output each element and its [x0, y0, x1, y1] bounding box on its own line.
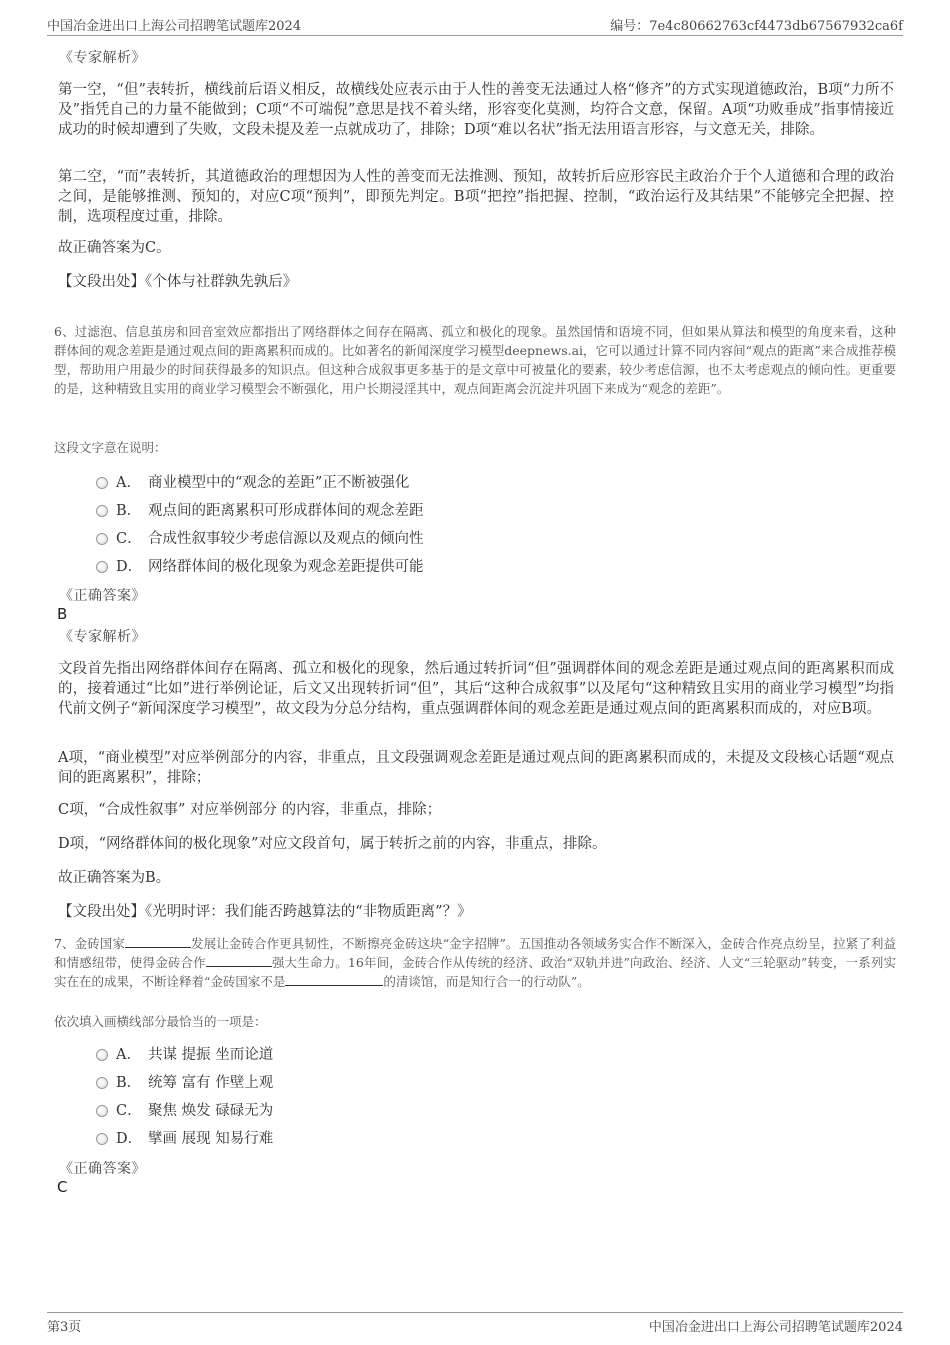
radio-icon[interactable] [96, 1049, 108, 1061]
correct-answer: C [57, 1178, 68, 1196]
question-6-prompt: 这段文字意在说明： [54, 440, 167, 455]
option-letter: C． [116, 1102, 142, 1119]
page-header [47, 13, 903, 36]
fill-blank-2 [206, 954, 272, 967]
option-letter: C． [116, 530, 142, 547]
option-b[interactable] [96, 498, 424, 520]
analysis-paragraph: D项，“网络群体间的极化现象”对应文段首句，属于转折之前的内容，非重点，排除。 [58, 836, 607, 852]
option-a[interactable] [96, 470, 409, 492]
option-c[interactable] [96, 1098, 273, 1120]
correct-answer-label: 《正确答案》 [59, 1161, 146, 1177]
option-b[interactable] [96, 1070, 273, 1092]
radio-icon[interactable] [96, 533, 108, 545]
source-citation: 【文段出处】《光明时评：我们能否跨越算法的“非物质距离”？》 [58, 904, 472, 920]
radio-icon[interactable] [96, 1133, 108, 1145]
analysis-paragraph: C项，“合成性叙事” 对应举例部分 的内容，非重点，排除； [58, 802, 442, 818]
page-number: 第3页 [47, 1320, 82, 1335]
question-6-text: 6、过滤泡、信息茧房和回音室效应都指出了网络群体之间存在隔离、孤立和极化的现象。虽然国情和语境不同，但如果从算法和模型的角度来看，这种群体间的观念差距是通过观点间的距离累积而成的。比如著名的新闻深度学习模型deepnews.ai，它可以通过计算不同内容间“观点的距离”来合成推荐模型，帮助用户用最少的时间获得最多的知识点。但这种合成叙事更多基于的是文章中可被量化的要素，较少考虑信源，也不太考虑观点的倾向性。更重要的是，这种精致且实用的商业学习模型会不断强化，用户长期浸淫其中，观点间距离会沉淀并巩固下来成为“观念的差距”。 [54, 324, 896, 396]
radio-icon[interactable] [96, 477, 108, 489]
header-title: 中国冶金进出口上海公司招聘笔试题库2024 [47, 19, 302, 34]
fill-blank-3 [285, 973, 383, 986]
option-letter: D． [116, 558, 143, 575]
option-text: 统筹 富有 作壁上观 [148, 1074, 274, 1091]
question-7-text-part: 强大生命力。16年间，金砖合作从传统的经济、政治“双轨并进”向政治、经济、人文“三轮驱动”转变，一系列实实在在的成果，不断诠释着“金砖国家不是 [54, 955, 896, 989]
option-letter: B． [116, 502, 142, 519]
analysis-paragraph: A项，“商业模型”对应举例部分的内容，非重点，且文段强调观念差距是通过观点间的距离累积而成的，未提及文段核心话题“观点间的距离累积”，排除； [58, 750, 894, 786]
option-text: 合成性叙事较少考虑信源以及观点的倾向性 [148, 530, 424, 547]
question-7-text-part: 7、金砖国家 [54, 936, 125, 951]
option-text: 观点间的距离累积可形成群体间的观念差距 [148, 502, 424, 519]
option-text: 擘画 展现 知易行难 [148, 1130, 274, 1147]
option-d[interactable] [96, 554, 424, 576]
page-footer [47, 1312, 903, 1335]
option-d[interactable] [96, 1126, 273, 1148]
option-letter: A． [116, 474, 141, 491]
question-7-text-part: 发展让金砖合作更具韧性，不断擦亮金砖这块“金字招牌”。五国推动各领域务实合作不断深入，金砖合作亮点纷呈，拉紧了利益和情感纽带，使得金砖合作 [54, 936, 896, 970]
option-text: 共谋 提振 坐而论道 [148, 1046, 274, 1063]
radio-icon[interactable] [96, 561, 108, 573]
radio-icon[interactable] [96, 1077, 108, 1089]
option-c[interactable] [96, 526, 424, 548]
analysis-paragraph: 第二空，“而”表转折，其道德政治的理想因为人性的善变而无法推测、预知，故转折后应形容民主政治介于个人道德和合理的政治之间，是能够推测、预知的，对应C项“预判”，即预先判定。B项“把控”指把握、控制，“政治运行及其结果”不能够完全把握、控制，选项程度过重，排除。 [58, 169, 894, 225]
analysis-conclusion: 故正确答案为B。 [58, 870, 171, 886]
header-doc-id: 编号：7e4c80662763cf4473db67567932ca6f [610, 19, 903, 34]
source-citation: 【文段出处】《个体与社群孰先孰后》 [58, 274, 298, 290]
option-a[interactable] [96, 1042, 273, 1064]
fill-blank-1 [125, 935, 191, 948]
analysis-paragraph: 文段首先指出网络群体间存在隔离、孤立和极化的现象，然后通过转折词“但”强调群体间的观念差距是通过观点间的距离累积而成的，接着通过“比如”进行举例论证，后文又出现转折词“但”，其后“这种合成叙事”以及尾句“这种精致且实用的商业学习模型”均指代前文例子“新闻深度学习模型”，故文段为分总分结构，重点强调群体间的观念差距是通过观点间的距离累积而成的，对应B项。 [58, 661, 894, 717]
analysis-paragraph: 第一空，“但”表转折，横线前后语义相反，故横线处应表示由于人性的善变无法通过人格“修齐”的方式实现道德政治，B项“力所不及”指凭自己的力量不能做到；C项“不可端倪”意思是找不着头绪，形容变化莫测，均符合文意，保留。A项“功败垂成”指事情接近成功的时候却遭到了失败，文段未提及差一点就成功了，排除；D项“难以名状”指无法用语言形容，与文意无关，排除。 [58, 82, 894, 138]
question-7-prompt: 依次填入画横线部分最恰当的一项是： [54, 1014, 267, 1029]
option-text: 网络群体间的极化现象为观念差距提供可能 [148, 558, 424, 575]
footer-title: 中国冶金进出口上海公司招聘笔试题库2024 [648, 1320, 903, 1335]
option-text: 商业模型中的“观念的差距”正不断被强化 [148, 474, 410, 491]
radio-icon[interactable] [96, 505, 108, 517]
radio-icon[interactable] [96, 1105, 108, 1117]
question-7-text-part: 的清谈馆，而是知行合一的行动队”。 [383, 974, 590, 989]
option-letter: A． [116, 1046, 141, 1063]
option-letter: B． [116, 1074, 142, 1091]
option-letter: D． [116, 1130, 143, 1147]
question-7-text [54, 934, 896, 991]
analysis-conclusion: 故正确答案为C。 [58, 240, 171, 256]
expert-analysis-label: 《专家解析》 [59, 629, 146, 645]
option-text: 聚焦 焕发 碌碌无为 [148, 1102, 274, 1119]
correct-answer-label: 《正确答案》 [59, 588, 146, 604]
expert-analysis-label: 《专家解析》 [59, 50, 146, 66]
correct-answer: B [57, 605, 68, 623]
